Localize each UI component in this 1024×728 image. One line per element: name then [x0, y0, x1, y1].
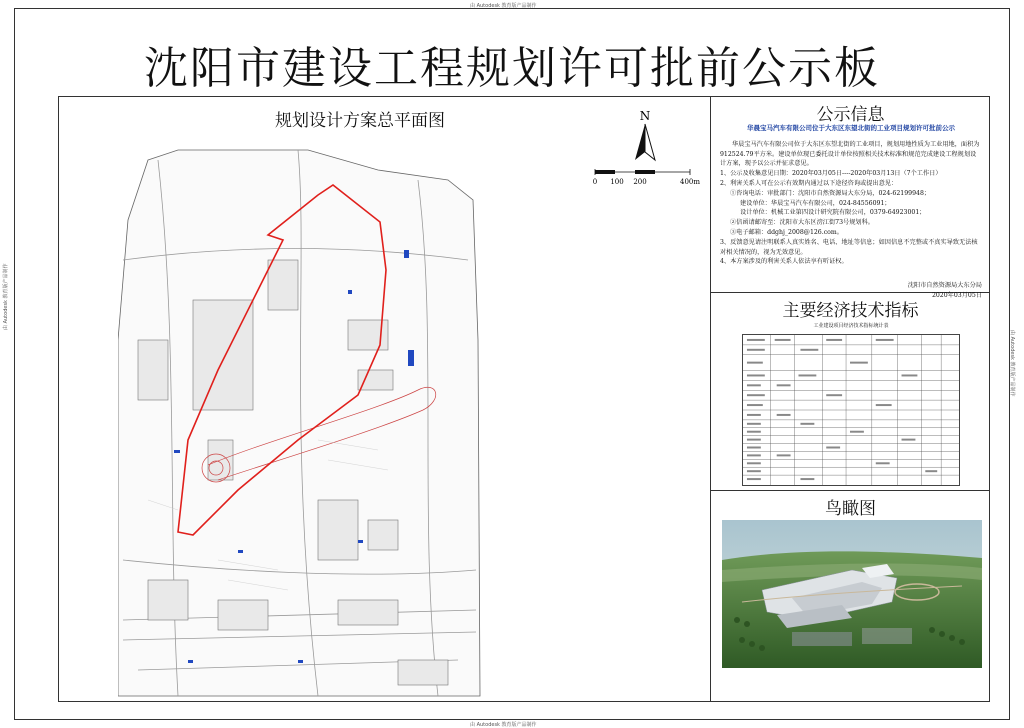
scale-bar [590, 168, 710, 188]
site-plan-map [118, 140, 568, 698]
scale-label-0: 0 [592, 178, 598, 186]
notice-item-2: 2、利害关系人可在公示有效期内通过以下途径咨询或提出意见： [720, 179, 898, 187]
notice-item-4: 4、本方案涉及的利害关系人依法享有听证权。 [720, 258, 848, 266]
notice-signature: 沈阳市自然资源局大东分局 [907, 282, 982, 290]
scale-label-200: 200 [633, 178, 647, 186]
notice-item-mail: ②信函请邮寄至：沈阳市大东区滂江街73号规划科。 [730, 219, 874, 227]
table-grid [742, 334, 960, 486]
notice-item-1: 1、公示及收集意见日期：2020年03月05日----2020年03月13日（7个工作日） [720, 170, 942, 178]
scale-label-400: 400m [680, 178, 700, 186]
plan-title: 规划设计方案总平面图 [275, 111, 445, 131]
indicators-title: 主要经济技术指标 [782, 301, 919, 321]
aerial-image [722, 520, 982, 668]
divider-indicators [711, 490, 990, 491]
notice-item-builder: 建设单位：华晨宝马汽车有限公司，024-84556091； [740, 199, 891, 207]
watermark-top: 由 Autodesk 教育版产品制作 [470, 3, 537, 9]
notice-item-phone: ①咨询电话：审批部门：沈阳市自然资源局大东分局，024-62199948； [730, 189, 931, 197]
watermark-left: 由 Autodesk 教育版产品制作 [3, 263, 9, 330]
notice-date: 2020年03月05日 [931, 291, 982, 299]
aerial-title: 鸟瞰图 [825, 499, 876, 519]
column-divider [710, 96, 711, 702]
notice-item-email: ③电子邮箱：ddghj_2008@126.com。 [730, 228, 843, 236]
watermark-right: 由 Autodesk 教育版产品制作 [1009, 330, 1015, 397]
notice-title: 公示信息 [816, 105, 885, 125]
notice-intro: 华晨宝马汽车有限公司位于大东区东望北街的工业项目，规划用地性质为工业用地，面积为912524.79平方米。建设单位现已委托设计单位按照相关技术标准和规范完成建设工程规划设计方案，现予以公示并征求意见。 [720, 140, 980, 168]
scale-label-100: 100 [610, 178, 624, 186]
north-label: N [639, 109, 651, 123]
table-caption: 工业建设项目经济技术指标统计表 [813, 323, 889, 329]
indicators-table [742, 322, 960, 486]
notice-body [720, 124, 982, 301]
board-title: 沈阳市建设工程规划许可批前公示板 [144, 43, 880, 94]
notice-heading: 华晨宝马汽车有限公司位于大东区东望北街的工业项目规划许可批前公示 [747, 124, 955, 132]
notice-item-3: 3、反馈意见请注明联系人真实姓名、电话、地址等信息；如因信息不完整或不真实导致无法核对相关情况的，视为无效意见。 [720, 238, 978, 256]
watermark-bottom: 由 Autodesk 教育版产品制作 [470, 722, 537, 728]
notice-item-designer: 设计单位：机械工业第四设计研究院有限公司，0379-64923001； [740, 209, 926, 217]
